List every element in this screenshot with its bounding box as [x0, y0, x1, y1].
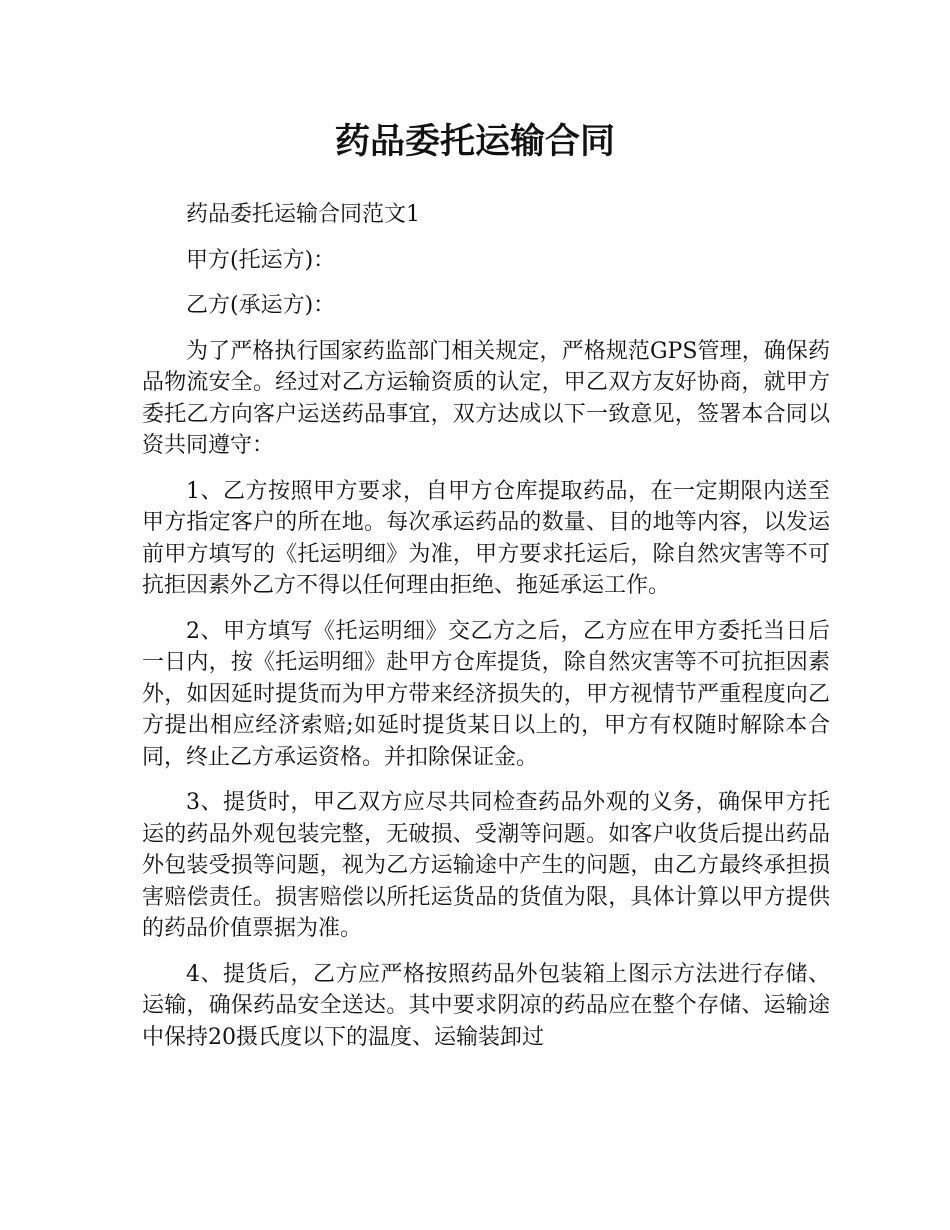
paragraph-clause-3: 3、提货时，甲乙双方应尽共同检查药品外观的义务，确保甲方托运的药品外观包装完整，无破损、受潮等问题。如客户收货后提出药品外包装受损等问题，视为乙方运输途中产生的问题，由乙方最终承担损害赔偿责任。损害赔偿以所托运货品的货值为限，具体计算以甲方提供的药品价值票据为准。: [142, 790, 830, 941]
paragraph-preamble: 为了严格执行国家药监部门相关规定，严格规范GPS管理，确保药品物流安全。经过对乙方运输资质的认定，甲乙双方友好协商，就甲方委托乙方向客户运送药品事宜，双方达成以下一致意见，签署本合同以资共同遵守：: [142, 338, 830, 458]
paragraph-clause-4: 4、提货后，乙方应严格按照药品外包装箱上图示方法进行存储、运输，确保药品安全送达。其中要求阴凉的药品应在整个存储、运输途中保持20摄氏度以下的温度、运输装卸过: [142, 961, 830, 1050]
paragraph-clause-1: 1、乙方按照甲方要求，自甲方仓库提取药品，在一定期限内送至甲方指定客户的所在地。每次承运药品的数量、目的地等内容，以发运前甲方填写的《托运明细》为准，甲方要求托运后，除自然灾害等不可抗拒因素外乙方不得以任何理由拒绝、拖延承运工作。: [142, 478, 830, 598]
document-title: 药品委托运输合同: [334, 122, 615, 162]
paragraph-party-b: 乙方(承运方)：: [186, 293, 336, 318]
paragraph-party-a: 甲方(托运方)：: [186, 247, 336, 273]
paragraph-clause-2: 2、甲方填写《托运明细》交乙方之后，乙方应在甲方委托当日后一日内，按《托运明细》赴甲方仓库提货，除自然灾害等不可抗拒因素外，如因延时提货而为甲方带来经济损失的，甲方视情节严重程度向乙方提出相应经济索赔;如延时提货某日以上的，甲方有权随时解除本合同，终止乙方承运资格。并扣除保证金。: [142, 618, 830, 770]
document-body: [142, 199, 830, 1067]
paragraph-heading: 药品委托运输合同范文1: [186, 202, 420, 227]
